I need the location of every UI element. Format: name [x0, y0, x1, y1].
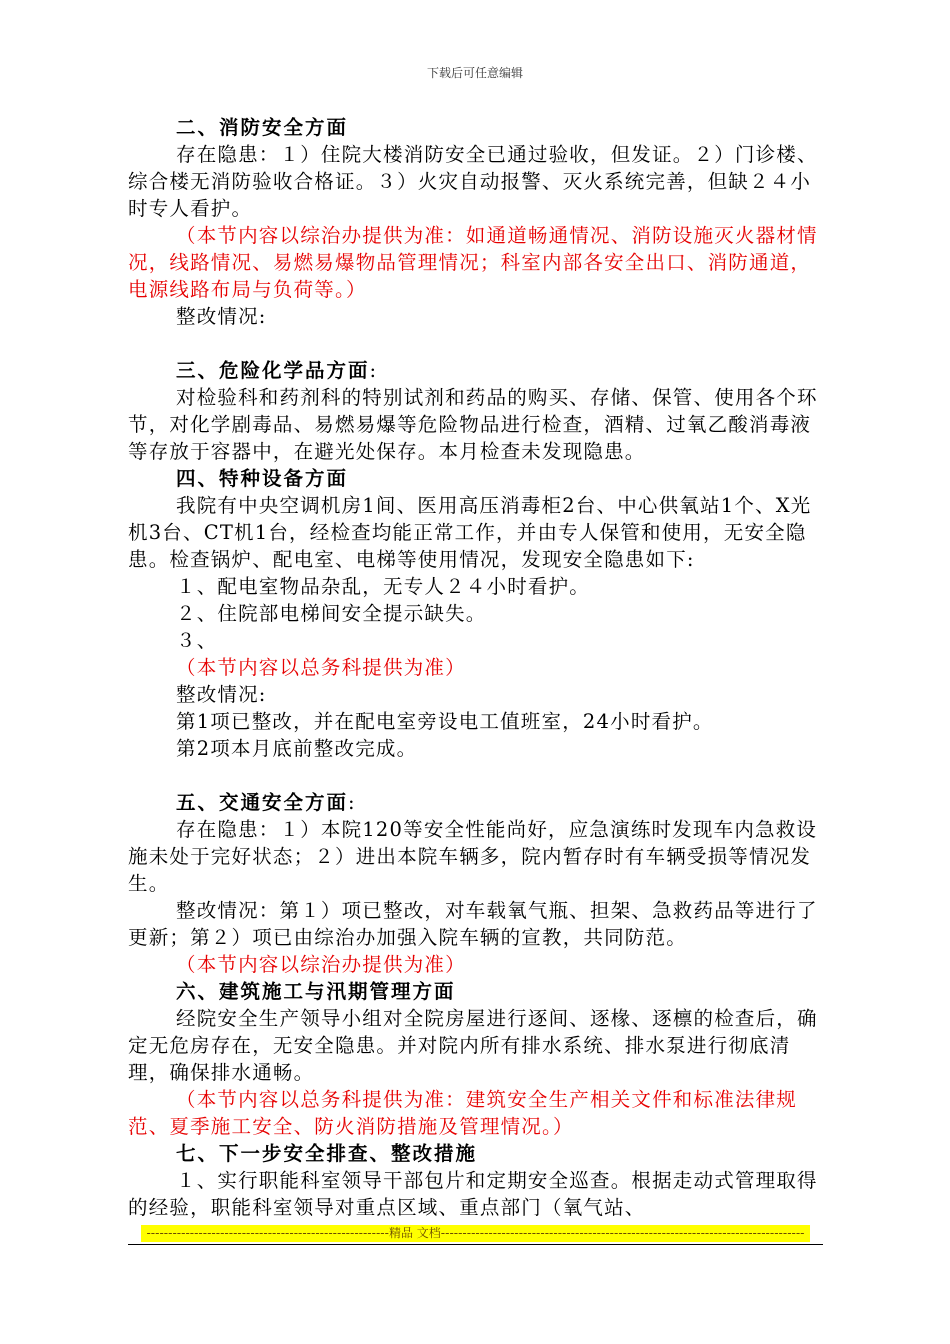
paragraph: 我院有中央空调机房1间、医用高压消毒柜2台、中心供氧站1个、X光机3台、CT机1台，经检查均能正常工作，并由专人保管和使用，无安全隐患。检查锅炉、配电室、电梯等使用情况，发现安全隐患如下:: [128, 494, 812, 571]
section-heading: [128, 789, 828, 816]
list-item: １、配电室物品杂乱，无专人２４小时看护。: [176, 575, 591, 598]
list-item: ３、: [176, 629, 218, 652]
section-heading: 六、建筑施工与汛期管理方面: [176, 980, 456, 1003]
spacer: [128, 762, 828, 789]
heading-colon: :: [369, 359, 379, 382]
paragraph: 存在隐患：１）住院大楼消防安全已通过验收，但发证。２）门诊楼、综合楼无消防验收合格证。３）火灾自动报警、灭火系统完善，但缺２４小时专人看护。: [128, 143, 818, 220]
section-heading-text: 五、交通安全方面: [176, 791, 349, 814]
paragraph: 整改情况：第１）项已整改，对车载氧气瓶、担架、急救药品等进行了更新；第２）项已由综治办加强入院车辆的宣教，共同防范。: [128, 899, 818, 949]
spacer: [128, 330, 828, 357]
section-heading-text: 三、危险化学品方面: [176, 359, 370, 382]
section-heading: 七、下一步安全排查、整改措施: [176, 1142, 478, 1165]
footer-dashes-right: ------------------------------------------------------------------------------------: [440, 1226, 805, 1240]
heading-colon: :: [348, 791, 357, 814]
fix-label: 整改情况:: [176, 305, 267, 328]
note-red: （本节内容以总务科提供为准）: [176, 656, 466, 679]
section-heading: 二、消防安全方面: [176, 116, 349, 139]
fix-label: 整改情况:: [176, 683, 267, 706]
document-body: [128, 114, 828, 1221]
header-note: 下载后可任意编辑: [426, 66, 523, 80]
footer-band: [141, 1225, 810, 1242]
note-red: （本节内容以总务科提供为准：建筑安全生产相关文件和标准法律规范、夏季施工安全、防火消防措施及管理情况。）: [128, 1088, 798, 1138]
list-item: ２、住院部电梯间安全提示缺失。: [176, 602, 487, 625]
paragraph: １、实行职能科室领导干部包片和定期安全巡查。根据走动式管理取得的经验，职能科室领导对重点区域、重点部门（氧气站、: [128, 1169, 818, 1219]
paragraph: 对检验科和药剂科的特别试剂和药品的购买、存储、保管、使用各个环节，对化学剧毒品、易燃易爆等危险物品进行检查，酒精、过氧乙酸消毒液等存放于容器中，在避光处保存。本月检查未发现隐患。: [128, 386, 818, 463]
note-red: （本节内容以综治办提供为准：如通道畅通情况、消防设施灭火器材情况，线路情况、易燃易爆物品管理情况；科室内部各安全出口、消防通道，电源线路布局与负荷等。）: [128, 224, 818, 301]
paragraph: 存在隐患：１）本院120等安全性能尚好，应急演练时发现车内急救设施未处于完好状态；２）进出本院车辆多，院内暂存时有车辆受损等情况发生。: [128, 818, 818, 895]
section-heading: 四、特种设备方面: [176, 467, 349, 490]
footer-dashes-left: --------------------------------------------------------: [146, 1226, 389, 1240]
fix-item: 第1项已整改，并在配电室旁设电工值班室，24小时看护。: [176, 710, 714, 733]
section-heading: [128, 357, 828, 384]
paragraph: 经院安全生产领导小组对全院房屋进行逐间、逐椽、逐檩的检查后，确定无危房存在，无安全隐患。并对院内所有排水系统、排水泵进行彻底清理，确保排水通畅。: [128, 1007, 818, 1084]
note-red: （本节内容以综治办提供为准）: [176, 953, 466, 976]
fix-item: 第2项本月底前整改完成。: [176, 737, 418, 760]
footer-label: 精品 文档: [388, 1226, 441, 1240]
footer-divider: [128, 1244, 823, 1245]
